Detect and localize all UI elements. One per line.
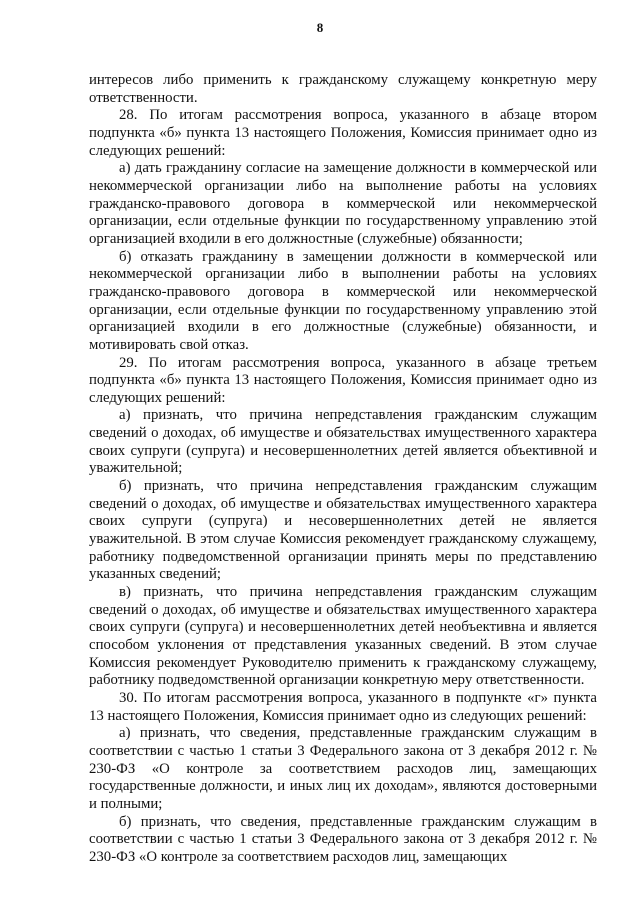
paragraph-item-29: 29. По итогам рассмотрения вопроса, указанного в абзаце третьем подпункта «б» пункта 13 настоящего Положения, Комиссия принимает одно из следующих решений: — [89, 354, 597, 406]
paragraph-continuation: интересов либо применить к гражданскому служащему конкретную меру ответственности. — [89, 72, 597, 106]
paragraph-29-a: а) признать, что причина непредставления гражданским служащим сведений о доходах, об имуществе и обязательствах имущественного характера своих супруги (супруга) и несовершеннолетних детей является объективной и уважительной; — [89, 407, 597, 477]
paragraph-30-a: а) признать, что сведения, представленные гражданским служащим в соответствии с частью 1 статьи 3 Федерального закона от 3 декабря 2012 г. № 230-ФЗ «О контроле за соответствием расходов лиц, замещающих государственные должности, и иных лиц их доходам», являются достоверными и полными; — [89, 725, 597, 812]
paragraph-30-b: б) признать, что сведения, представленные гражданским служащим в соответствии с частью 1 статьи 3 Федерального закона от 3 декабря 2012 г. № 230-ФЗ «О контроле за соответствием расходов лиц, замещающих — [89, 813, 597, 865]
paragraph-item-28: 28. По итогам рассмотрения вопроса, указанного в абзаце втором подпункта «б» пункта 13 настоящего Положения, Комиссия принимает одно из следующих решений: — [89, 107, 597, 159]
paragraph-29-b: б) признать, что причина непредставления гражданским служащим сведений о доходах, об имуществе и обязательствах имущественного характера своих супруги (супруга) и несовершеннолетних детей не является уважительной. В этом случае Комиссия рекомендует гражданскому служащему, работнику подведомственной организации принять меры по представлению указанных сведений; — [89, 478, 597, 583]
paragraph-29-v: в) признать, что причина непредставления гражданским служащим сведений о доходах, об имуществе и обязательствах имущественного характера своих супруги (супруга) и несовершеннолетних детей необъективна и является способом уклонения от представления указанных сведений. В этом случае Комиссия рекомендует Руководителю применить к гражданскому служащему, работнику подведомственной организации конкретную меру ответственности. — [89, 584, 597, 689]
document-body — [89, 72, 597, 867]
paragraph-item-30: 30. По итогам рассмотрения вопроса, указанного в подпункте «г» пункта 13 настоящего Положения, Комиссия принимает одно из следующих решений: — [89, 689, 597, 724]
paragraph-28-b: б) отказать гражданину в замещении должности в коммерческой или некоммерческой организации либо в выполнении работы на условиях гражданско-правового договора в коммерческой или некоммерческой организации, если отдельные функции по государственному управлению этой организацией входили в его должностные (служебные) обязанности, и мотивировать свой отказ. — [89, 248, 597, 353]
page-number: 8 — [316, 20, 324, 35]
paragraph-28-a: а) дать гражданину согласие на замещение должности в коммерческой или некоммерческой организации либо на выполнение работы на условиях гражданско-правового договора в коммерческой или некоммерческой организации, если отдельные функции по государственному управлению этой организацией входили в его должностные (служебные) обязанности; — [89, 160, 597, 247]
